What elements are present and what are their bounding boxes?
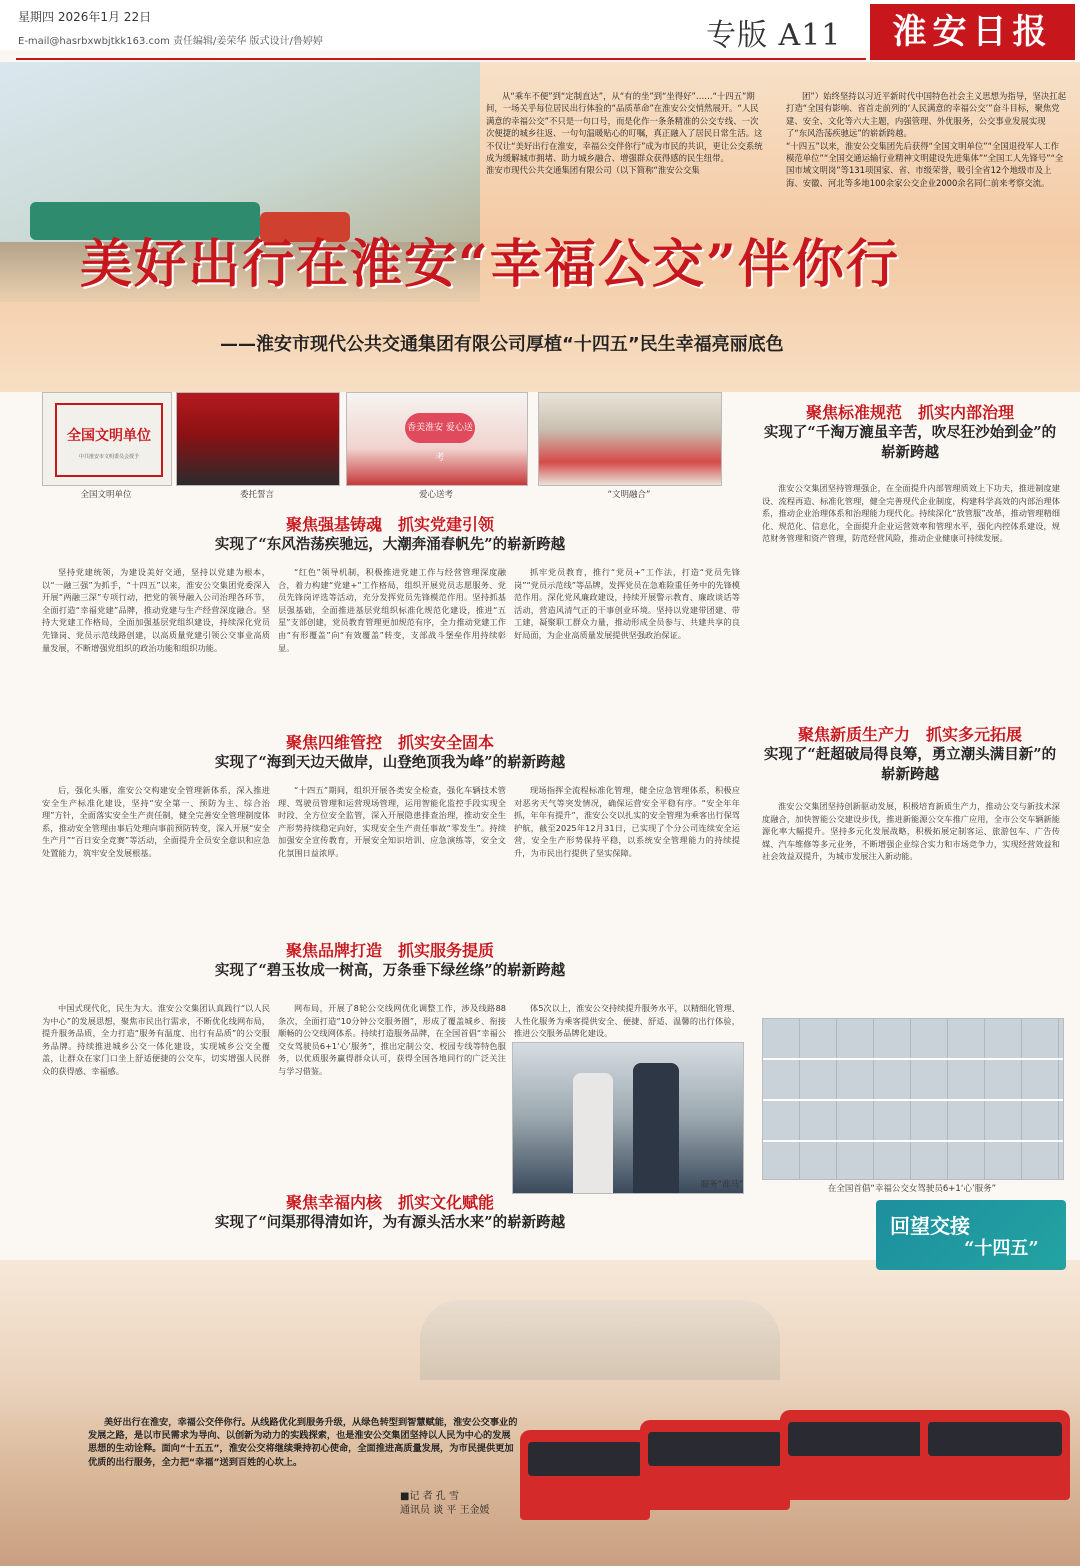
article-column: “红色”领导机制，积极推进党建工作与经营管理深度融合，着力构建“党建+”工作格局，组织开展党员志愿服务、党员先锋岗评选等活动，充分发挥党员先锋模范作用。坚持抓基层强基础，全面推进基层党组织标准化规范化建设，推进“五星”支部创建，党员教育管理更加规范有序，全力推动党建工作由“有形覆盖”向“有效覆盖”转变，支部战斗堡垒作用持续彰显。	[278, 567, 506, 653]
section-head-culture	[40, 1190, 740, 1233]
person-figure	[573, 1073, 613, 1193]
photo-caption: 爱心送考	[418, 490, 453, 500]
plaque-subtitle: 中共淮安市文明委员会授予	[78, 454, 139, 460]
oath-photo	[176, 392, 340, 486]
article-column: 淮安公交集团坚持创新驱动发展，积极培育新质生产力，推动公交与新技术深度融合，加快智能公交建设步伐，推进新能源公交车推广应用，全市公交车辆新能源化率大幅提升。坚持多元化发展战略，积极拓展定制客运、旅游包车、广告传媒、汽车维修等多元业务，不断增强企业综合实力和市场竞争力，实现经营效益和社会效益双提升，为城市发展注入新动能。	[762, 801, 1060, 862]
article-column: 网布局，开展了8轮公交线网优化调整工作，涉及线路88条次，全面打造“10分钟公交服务圈”，形成了覆盖城乡、衔接顺畅的公交线网体系。持续打造服务品牌，在全国首倡“幸福公交女驾驶员6+1‘心’服务”，推出定制公交、校园专线等特色服务，以优质服务赢得群众认可，获得全国各地同行的广泛关注与学习借鉴。	[278, 1003, 506, 1076]
bus-graphic	[920, 1410, 1070, 1500]
article-column: 坚持党建统领，为建设美好交通，坚持以党建为根本，以“一融三强”为抓手，“十四五”以来，淮安公交集团党委深入开展“两融三深”专项行动，把党的领导融入公司治理各环节，全面打造“幸福党建”品牌，推动党建与生产经营深度融合。坚持大党建工作格局，全面加强基层党组织建设，持续深化党员先锋岗、党员示范线路创建，以高质量党建引领公交事业高质量发展，不断增强党组织的政治功能和组织功能。	[42, 567, 270, 653]
bus-graphic	[520, 1430, 650, 1520]
love-logo: 香美淮安 爱心送考	[405, 413, 475, 443]
section-title: 聚焦标准规范 抓实内部治理	[805, 403, 1014, 422]
badge-title: 回望交接	[890, 1214, 970, 1238]
bus-window	[648, 1432, 782, 1466]
section-head-innovation	[760, 722, 1060, 785]
article-column: 中国式现代化，民生为大。淮安公交集团认真践行“以人民为中心”的发展思想，聚焦市民出行需求，不断优化线网布局，提升服务品质，全力打造“服务有温度、出行有品质”的公交服务品牌。持续推进城乡公交一体化建设，实现城乡公交全覆盖，让群众在家门口坐上舒适便捷的公交车，切实增强人民群众的获得感、幸福感。	[42, 1003, 270, 1076]
plaque-frame	[55, 403, 163, 477]
culture-fusion-photo	[538, 392, 722, 486]
section-subtitle: 实现了“海到天边天做岸，山登绝顶我为峰”的崭新跨越	[214, 754, 566, 771]
section-title: 聚焦新质生产力 抓实多元拓展	[797, 725, 1022, 744]
article-column: 抓牢党员教育，推行“党员+”工作法，打造“党员先锋岗”“党员示范线”等品牌，发挥党员在急难险重任务中的先锋模范作用。深化党风廉政建设，持续开展警示教育、廉政谈话等活动，营造风清气正的干事创业环境。坚持以党建带团建、带工建，凝聚职工群众力量，推动形成全员参与、共建共享的良好局面，为企业高质量发展提供坚强政治保证。	[514, 567, 740, 640]
date-line: 星期四 2026年1月 22日	[18, 10, 152, 24]
bus-window	[928, 1422, 1062, 1456]
section-title: 聚焦强基铸魂 抓实党建引领	[285, 515, 494, 534]
section-title: 聚焦四维管控 抓实安全固本	[285, 733, 494, 752]
section-title: 聚焦品牌打造 抓实服务提质	[285, 941, 494, 960]
section-head-party	[40, 512, 740, 555]
bus-fleet-photo	[0, 1260, 1080, 1566]
section-head-service	[40, 938, 740, 981]
section-title: 聚焦幸福内核 抓实文化赋能	[285, 1193, 494, 1212]
person-figure	[633, 1063, 679, 1193]
article-column: 体5次以上，淮安公交持续提升服务水平，以精细化管理、人性化服务为乘客提供安全、便捷、舒适、温馨的出行体验，推进公交服务品牌化建设。	[514, 1003, 740, 1038]
section-subtitle: 实现了“千淘万漉虽辛苦，吹尽狂沙始到金”的崭新跨越	[763, 424, 1057, 461]
intro-text-left: 从“乘车不便”到“定制直达”，从“有的坐”到“坐得好”……“十四五”期间，一场关乎每位居民出行体验的“品质革命”在淮安公交悄然展开。“人民满意的幸福公交”不只是一句口号，而是化作一条条精准的公交专线、一次次便捷的城乡往返、一句句温暖贴心的叮嘱，真正融入了居民日常生活。这不仅让“美好出行在淮安，幸福公交伴你行”成为市民的共识，更让公交系统成为缓解城市拥堵、助力城乡融合、增强群众获得感的民生纽带。 淮安市现代公共交通集团有限公司（以下简称“淮安公交集	[486, 91, 763, 176]
byline	[400, 1490, 490, 1518]
section-subtitle: 实现了“赶超破局得良筹，勇立潮头满目新”的崭新跨越	[763, 746, 1057, 783]
section-head-safety	[40, 730, 740, 773]
bus-graphic	[780, 1410, 940, 1500]
photo-caption: 在全国首倡“幸福公交女驾驶员6+1‘心’服务”	[827, 1184, 997, 1194]
drivers-photo-grid	[762, 1018, 1064, 1180]
article-column: 后，强化头雁，淮安公交构建安全管理新体系，深入推进安全生产标准化建设，坚持“安全第一、预防为主、综合治理”方针，全面落实安全生产责任制，健全完善安全管理制度体系，推动安全管理由事后处理向事前预防转变，深入开展“安全生产月”“百日安全竞赛”等活动，全面提升全员安全意识和应急处置能力，筑牢安全发展根基。	[42, 785, 270, 858]
section-subtitle: 实现了“东风浩荡疾驰远，大潮奔涌春帆先”的崭新跨越	[214, 536, 566, 553]
bus-window	[788, 1422, 932, 1456]
station-building	[420, 1300, 780, 1380]
exam-support-photo	[346, 392, 528, 486]
editor-line: E-mail@hasrbxwbjtkk163.com 责任编辑/姜荣华 版式设计/鲁婷婷	[18, 36, 323, 47]
bus-window	[528, 1442, 642, 1476]
byline-correspondent: 通讯员 谈 平 王金媛	[400, 1505, 490, 1516]
review-badge	[876, 1200, 1066, 1270]
photo-caption: 全国文明单位	[80, 490, 132, 500]
byline-reporter: ■记 者 孔 雪	[400, 1491, 459, 1502]
photo-caption: 服务“淮马”	[700, 1180, 744, 1190]
bus-graphic	[640, 1420, 790, 1510]
header-rule	[16, 58, 866, 60]
article-column: 淮安公交集团坚持管理强企，在全面提升内部管理质效上下功夫，推进制度建设、流程再造、标准化管理，健全完善现代企业制度，构建科学高效的内部治理体系，推动企业治理体系和治理能力现代化。持续深化“放管服”改革，推动管理精细化、规范化、信息化，全面提升企业运营效率和管理水平，强化内控体系建设，规范财务管理和资产管理，防范经营风险，推动企业健康可持续发展。	[762, 483, 1060, 544]
marathon-service-photo	[512, 1042, 744, 1194]
closing-paragraph: 美好出行在淮安，幸福公交伴你行。从线路优化到服务升级，从绿色转型到智慧赋能，淮安公交事业的发展之路，是以市民需求为导向、以创新为动力的实践探索，也是淮安公交集团坚持以人民为中心的发展思想的生动诠释。面向“十五五”，淮安公交将继续秉持初心使命，全面推进高质量发展，为市民提供更加优质的出行服务，全力把“幸福”送到百姓的心坎上。	[88, 1417, 518, 1468]
award-plaque-photo	[42, 392, 172, 486]
intro-block	[486, 90, 1066, 210]
masthead-logo: 淮安日报	[870, 4, 1075, 60]
article-column: “十四五”期间，组织开展各类安全检查，强化车辆技术管理、驾驶员管理和运营现场管理，运用智能化监控手段实现全时段、全方位安全监管，深入开展隐患排查治理，推动安全生产形势持续稳定向好，实现安全生产责任事故“零发生”。持续加强安全宣传教育，开展安全知识培训、应急演练等，安全文化氛围日益浓厚。	[278, 785, 506, 858]
photo-grid-lines	[763, 1019, 1063, 1179]
section-label: 专版 A11	[706, 18, 842, 53]
section-subtitle: 实现了“碧玉妆成一树高，万条垂下绿丝绦”的崭新跨越	[214, 962, 566, 979]
article-column: 现场指挥全流程标准化管理，健全应急管理体系，积极应对恶劣天气等突发情况，确保运营安全平稳有序。“安全年年抓，年年有提升”，淮安公交以扎实的安全管理为乘客出行保驾护航，截至2025年12月31日，已实现了个分公司连续安全运营，安全生产形势保持平稳，以系统安全管理能力的持续提升，为市民出行提供了坚实保障。	[514, 785, 740, 858]
badge-subtitle: “十四五”	[964, 1238, 1039, 1259]
section-head-governance	[760, 400, 1060, 463]
main-headline: 美好出行在淮安“幸福公交”伴你行	[80, 234, 900, 295]
photo-caption: 委托誓言	[239, 490, 274, 500]
photo-caption: “文明融合”	[607, 490, 651, 500]
plaque-title: 全国文明单位	[67, 428, 151, 444]
section-subtitle: 实现了“问渠那得清如许，为有源头活水来”的崭新跨越	[214, 1214, 566, 1231]
intro-text-right: 团”）始终坚持以习近平新时代中国特色社会主义思想为指导，坚决扛起打造“全国有影响、省首走前列的‘人民满意的幸福公交’”奋斗目标，聚焦党建、安全、文化等六大主题，内强管理、外优服务，公交事业发展实现了“东风浩荡疾驰远”的崭新跨越。 “十四五”以来，淮安公交集团先后获得“全国文明单位”“全国退役军人工作模范单位”“全国交通运输行业精神文明建设先进集体”“全国工人先锋号”“全国市域文明岗”等131项国家、省、市级荣誉，吸引全省12个地级市及上海、安徽、河北等多地100余家公交企业2000余名同仁前来考察交流。	[786, 91, 1066, 188]
sub-headline: ——淮安市现代公共交通集团有限公司厚植“十四五”民生幸福亮丽底色	[220, 334, 784, 355]
